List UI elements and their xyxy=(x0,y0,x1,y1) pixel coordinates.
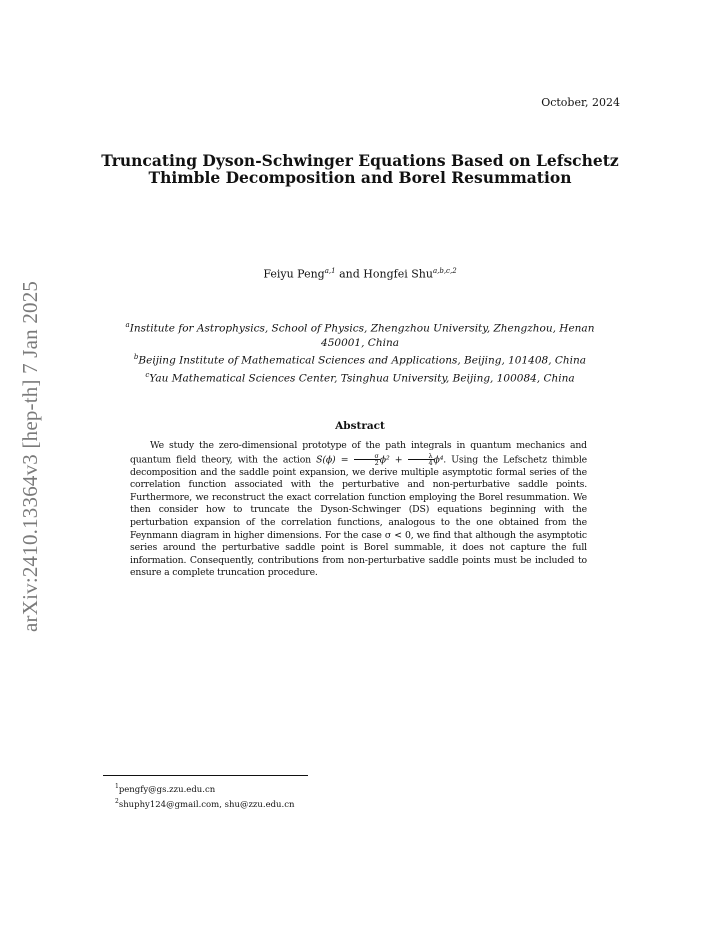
abstract-text: We study the zero-dimensional prototype of the path integrals in quantum mechanics and quantum field theory, with the action xyxy=(130,440,587,466)
affiliation-list xyxy=(100,318,620,386)
action-term-2: ϕ⁴ xyxy=(433,454,444,466)
author-affiliation-mark: a,b,c,2 xyxy=(432,267,457,275)
affiliation-text: Beijing Institute of Mathematical Sciences and Applications, Beijing, 101408, China xyxy=(138,354,587,367)
title-line-2: Thimble Decomposition and Borel Resummation xyxy=(148,168,572,187)
fraction-lambda-over-4 xyxy=(408,453,434,467)
affiliation-a xyxy=(100,318,620,350)
affiliation-text: Institute for Astrophysics, School of Physics, Zhengzhou University, Zhengzhou, Henan xyxy=(129,322,595,335)
fraction-numerator: σ xyxy=(354,453,380,461)
footnote-2 xyxy=(115,796,294,811)
paper-title xyxy=(0,152,720,186)
footnote-mark: 1 xyxy=(115,783,119,790)
affiliation-mark: b xyxy=(133,353,139,362)
affiliation-mark: c xyxy=(145,371,150,380)
author-name: Hongfei Shu xyxy=(363,267,433,281)
fraction-denominator: 4 xyxy=(428,459,433,468)
abstract-text: . Using the Lefschetz thimble decomposition and the saddle point expansion, we derive multiple asymptotic formal series of the correlation function associated with the perturbative and non-perturbative saddle points. Furthermore, we reconstruct the exact correlation function employing the Borel resummation. We then consider how to truncate the Dyson-Schwinger (DS) equations beginning with the perturbation expansion of the correlation functions, analogous to the one obtained from the Feynmann diagram in higher dimensions. For the case σ < 0, we find that although the asymptotic series around the perturbative saddle point is Borel summable, it does not capture the full information. Consequently, contributions from non-perturbative saddle points must be included to ensure a complete truncation procedure. xyxy=(130,454,588,579)
footnote-1 xyxy=(115,781,294,796)
affiliation-text: Yau Mathematical Sciences Center, Tsinghua University, Beijing, 100084, China xyxy=(149,372,575,385)
affiliation-text: 450001, China xyxy=(321,336,399,349)
abstract-heading: Abstract xyxy=(335,420,385,432)
affiliation-mark: a xyxy=(125,321,130,329)
fraction-sigma-over-2 xyxy=(354,453,380,467)
title-line-1: Truncating Dyson-Schwinger Equations Based on Lefschetz xyxy=(101,151,619,170)
fraction-numerator: λ xyxy=(408,453,434,461)
affiliation-b xyxy=(100,350,620,368)
footnote-rule xyxy=(103,775,308,776)
affiliation-c xyxy=(100,368,620,386)
fraction-denominator: 2 xyxy=(374,459,379,468)
author-name: Feiyu Peng xyxy=(263,267,325,281)
abstract-body xyxy=(130,440,587,580)
author-affiliation-mark: a,1 xyxy=(324,267,336,275)
arxiv-identifier-stamp: arXiv:2410.13364v3 [hep-th] 7 Jan 2025 xyxy=(18,280,42,632)
footnote-mark: 2 xyxy=(115,797,119,805)
action-term-1: ϕ² + xyxy=(379,454,408,466)
footnote-email: pengfy@gs.zzu.edu.cn xyxy=(118,784,216,795)
paper-date: October, 2024 xyxy=(541,96,620,109)
author-list xyxy=(0,267,720,281)
action-lhs: S(ϕ) = xyxy=(316,454,354,466)
footnote-email: shuphy124@gmail.com, shu@zzu.edu.cn xyxy=(118,799,295,810)
author-joiner: and xyxy=(335,267,364,281)
footnotes xyxy=(115,781,294,811)
